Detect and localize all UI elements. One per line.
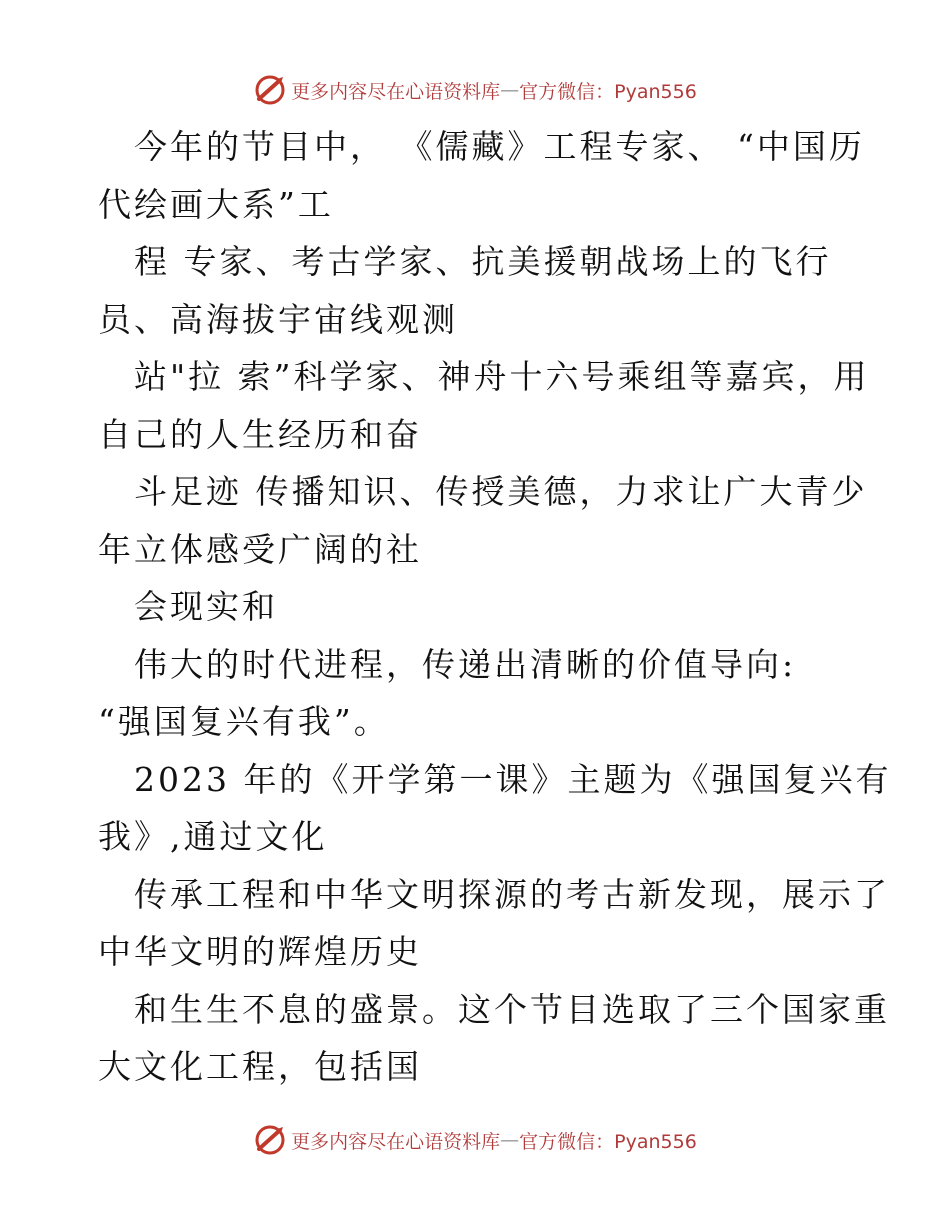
text-line: “强国复兴有我”。 <box>98 702 390 741</box>
text-line: 代绘画大系”工 <box>98 184 334 224</box>
header-watermark <box>0 70 950 110</box>
watermark-contact: 官方微信：Pyan556 <box>519 80 697 103</box>
text-line: 大文化工程，包括国 <box>98 1047 422 1086</box>
text-line: 会现实和 <box>134 587 278 626</box>
text-line: 和生生不息的盛景。这个节目选取了三个国家重 <box>134 989 890 1029</box>
text-line: 员、高海拔宇宙线观测 <box>98 299 458 339</box>
pen-logo-icon <box>253 73 287 107</box>
watermark-contact: 官方微信：Pyan556 <box>519 1130 697 1153</box>
watermark-separator: — <box>500 1129 520 1151</box>
footer-watermark <box>0 1120 950 1160</box>
text-line: 站"拉 索”科学家、神舟十六号乘组等嘉宾，用 <box>134 357 870 396</box>
text-line: 年立体感受广阔的社 <box>98 529 422 569</box>
text-line: 2023 年的《开学第一课》主题为《强国复兴有 <box>134 759 892 799</box>
text-line: 我》,通过文化 <box>98 817 328 856</box>
watermark-separator: — <box>500 79 520 101</box>
watermark-main-text: 更多内容尽在心语资料库 <box>291 1130 501 1153</box>
document-body <box>98 118 892 1096</box>
text-line: 中华文明的辉煌历史 <box>98 932 422 971</box>
text-line: 斗足迹 传播知识、传授美德，力求让广大青少 <box>134 472 868 511</box>
text-line: 程 专家、考古学家、抗美援朝战场上的飞行 <box>134 242 832 281</box>
text-line: 自己的人生经历和奋 <box>98 414 422 454</box>
pen-logo-icon <box>253 1123 287 1157</box>
watermark-main-text: 更多内容尽在心语资料库 <box>291 80 501 103</box>
text-line: 传承工程和中华文明探源的考古新发现，展示了 <box>134 874 890 914</box>
text-line: 今年的节目中， 《儒藏》工程专家、 “中国历 <box>134 127 865 166</box>
text-line: 伟大的时代进程，传递出清晰的价值导向: <box>134 644 797 684</box>
